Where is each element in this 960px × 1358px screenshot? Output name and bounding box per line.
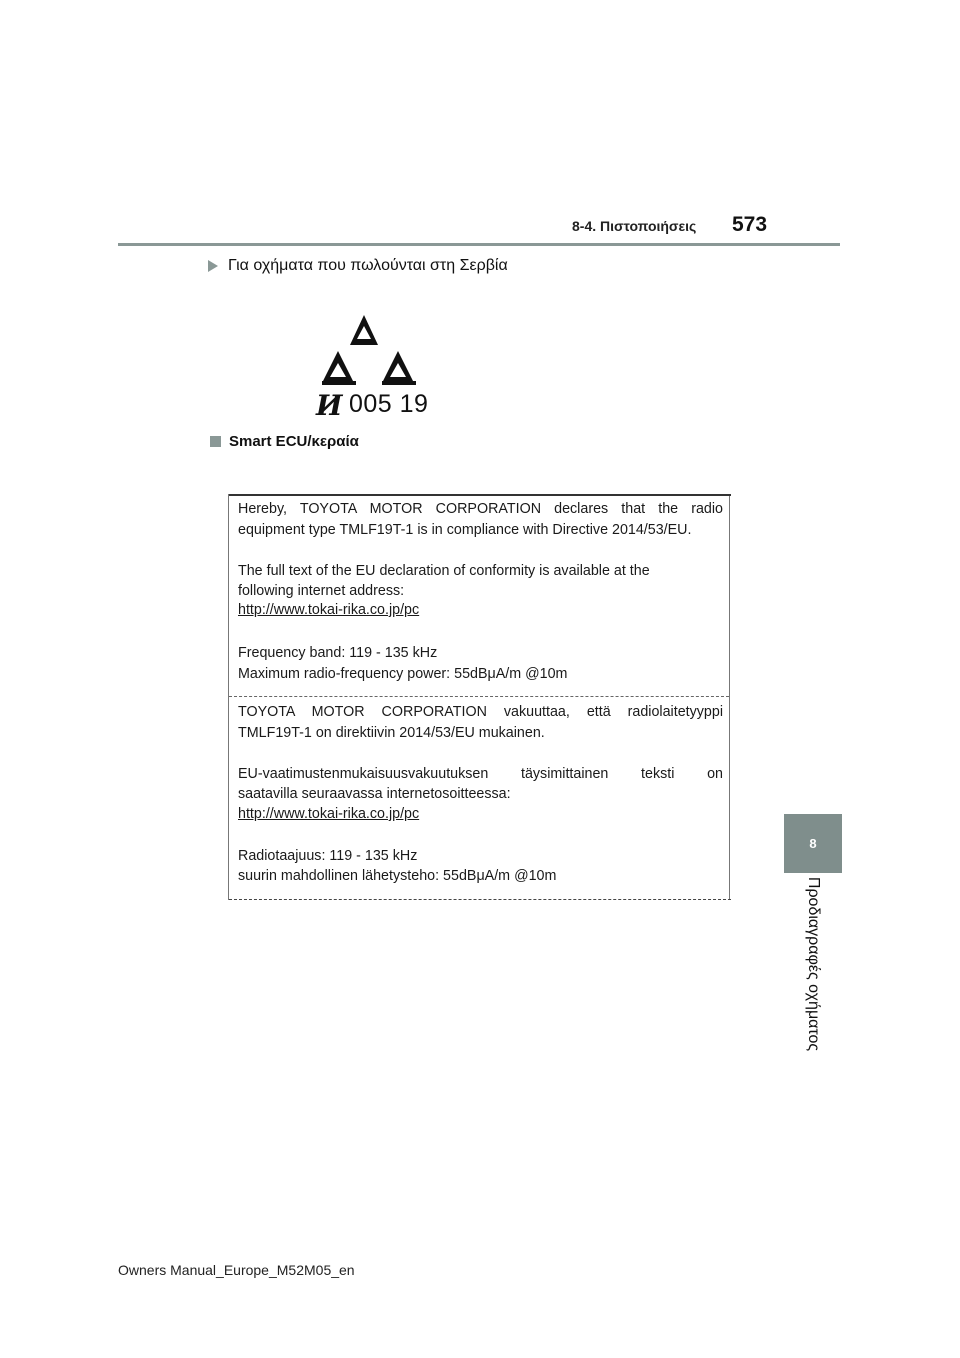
fi-declaration-line-3: EU-vaatimustenmukaisuusvakuutuksen täysimittainen teksti on bbox=[238, 766, 723, 782]
en-frequency-band: Frequency band: 119 - 135 kHz bbox=[238, 645, 438, 661]
page-number: 573 bbox=[732, 213, 768, 236]
serbia-mark-letter: И bbox=[316, 389, 343, 421]
chapter-side-label: Προδιαγραφές οχήματος bbox=[805, 876, 822, 1052]
declaration-divider bbox=[229, 696, 729, 697]
header-rule bbox=[118, 243, 840, 246]
fi-declaration-url[interactable]: http://www.tokai-rika.co.jp/pc bbox=[238, 806, 420, 822]
en-max-power: Maximum radio-frequency power: 55dBμA/m @10m bbox=[238, 666, 568, 682]
fi-declaration-line-4: saatavilla seuraavassa internetosoitteessa: bbox=[238, 786, 511, 802]
smart-ecu-heading-text: Smart ECU/κεραία bbox=[229, 433, 359, 450]
fi-frequency-band: Radiotaajuus: 119 - 135 kHz bbox=[238, 848, 418, 864]
header-section-title: 8-4. Πιστοποιήσεις bbox=[572, 218, 697, 234]
en-declaration-line-3: The full text of the EU declaration of conformity is available at the bbox=[238, 563, 650, 579]
fi-declaration-line-1: TOYOTA MOTOR CORPORATION vakuuttaa, että radiolaitetyyppi bbox=[238, 704, 723, 720]
fi-declaration-line-2: TMLF19T-1 on direktiivin 2014/53/EU mukainen. bbox=[238, 725, 545, 741]
en-declaration-url[interactable]: http://www.tokai-rika.co.jp/pc bbox=[238, 602, 420, 618]
serbia-mark-code: 005 19 bbox=[349, 390, 429, 418]
en-declaration-line-1: Hereby, TOYOTA MOTOR CORPORATION declares that the radio bbox=[238, 501, 723, 517]
chapter-tab[interactable]: 8 bbox=[784, 814, 842, 873]
declaration-box bbox=[228, 494, 730, 900]
triangle-bullet-icon bbox=[208, 260, 218, 272]
en-declaration-line-4: following internet address: bbox=[238, 583, 405, 599]
smart-ecu-heading bbox=[210, 433, 359, 450]
en-declaration-line-2: equipment type TMLF19T-1 is in compliance with Directive 2014/53/EU. bbox=[238, 522, 692, 538]
serbia-heading-text: Για οχήματα που πωλούνται στη Σερβία bbox=[228, 257, 508, 274]
fi-max-power: suurin mahdollinen lähetysteho: 55dBμA/m @10m bbox=[238, 868, 557, 884]
footer-text: Owners Manual_Europe_M52M05_en bbox=[118, 1262, 355, 1278]
declaration-top-rule bbox=[229, 494, 731, 496]
serbia-heading bbox=[208, 257, 508, 275]
square-bullet-icon bbox=[210, 436, 221, 447]
declaration-bottom-rule bbox=[229, 899, 731, 900]
